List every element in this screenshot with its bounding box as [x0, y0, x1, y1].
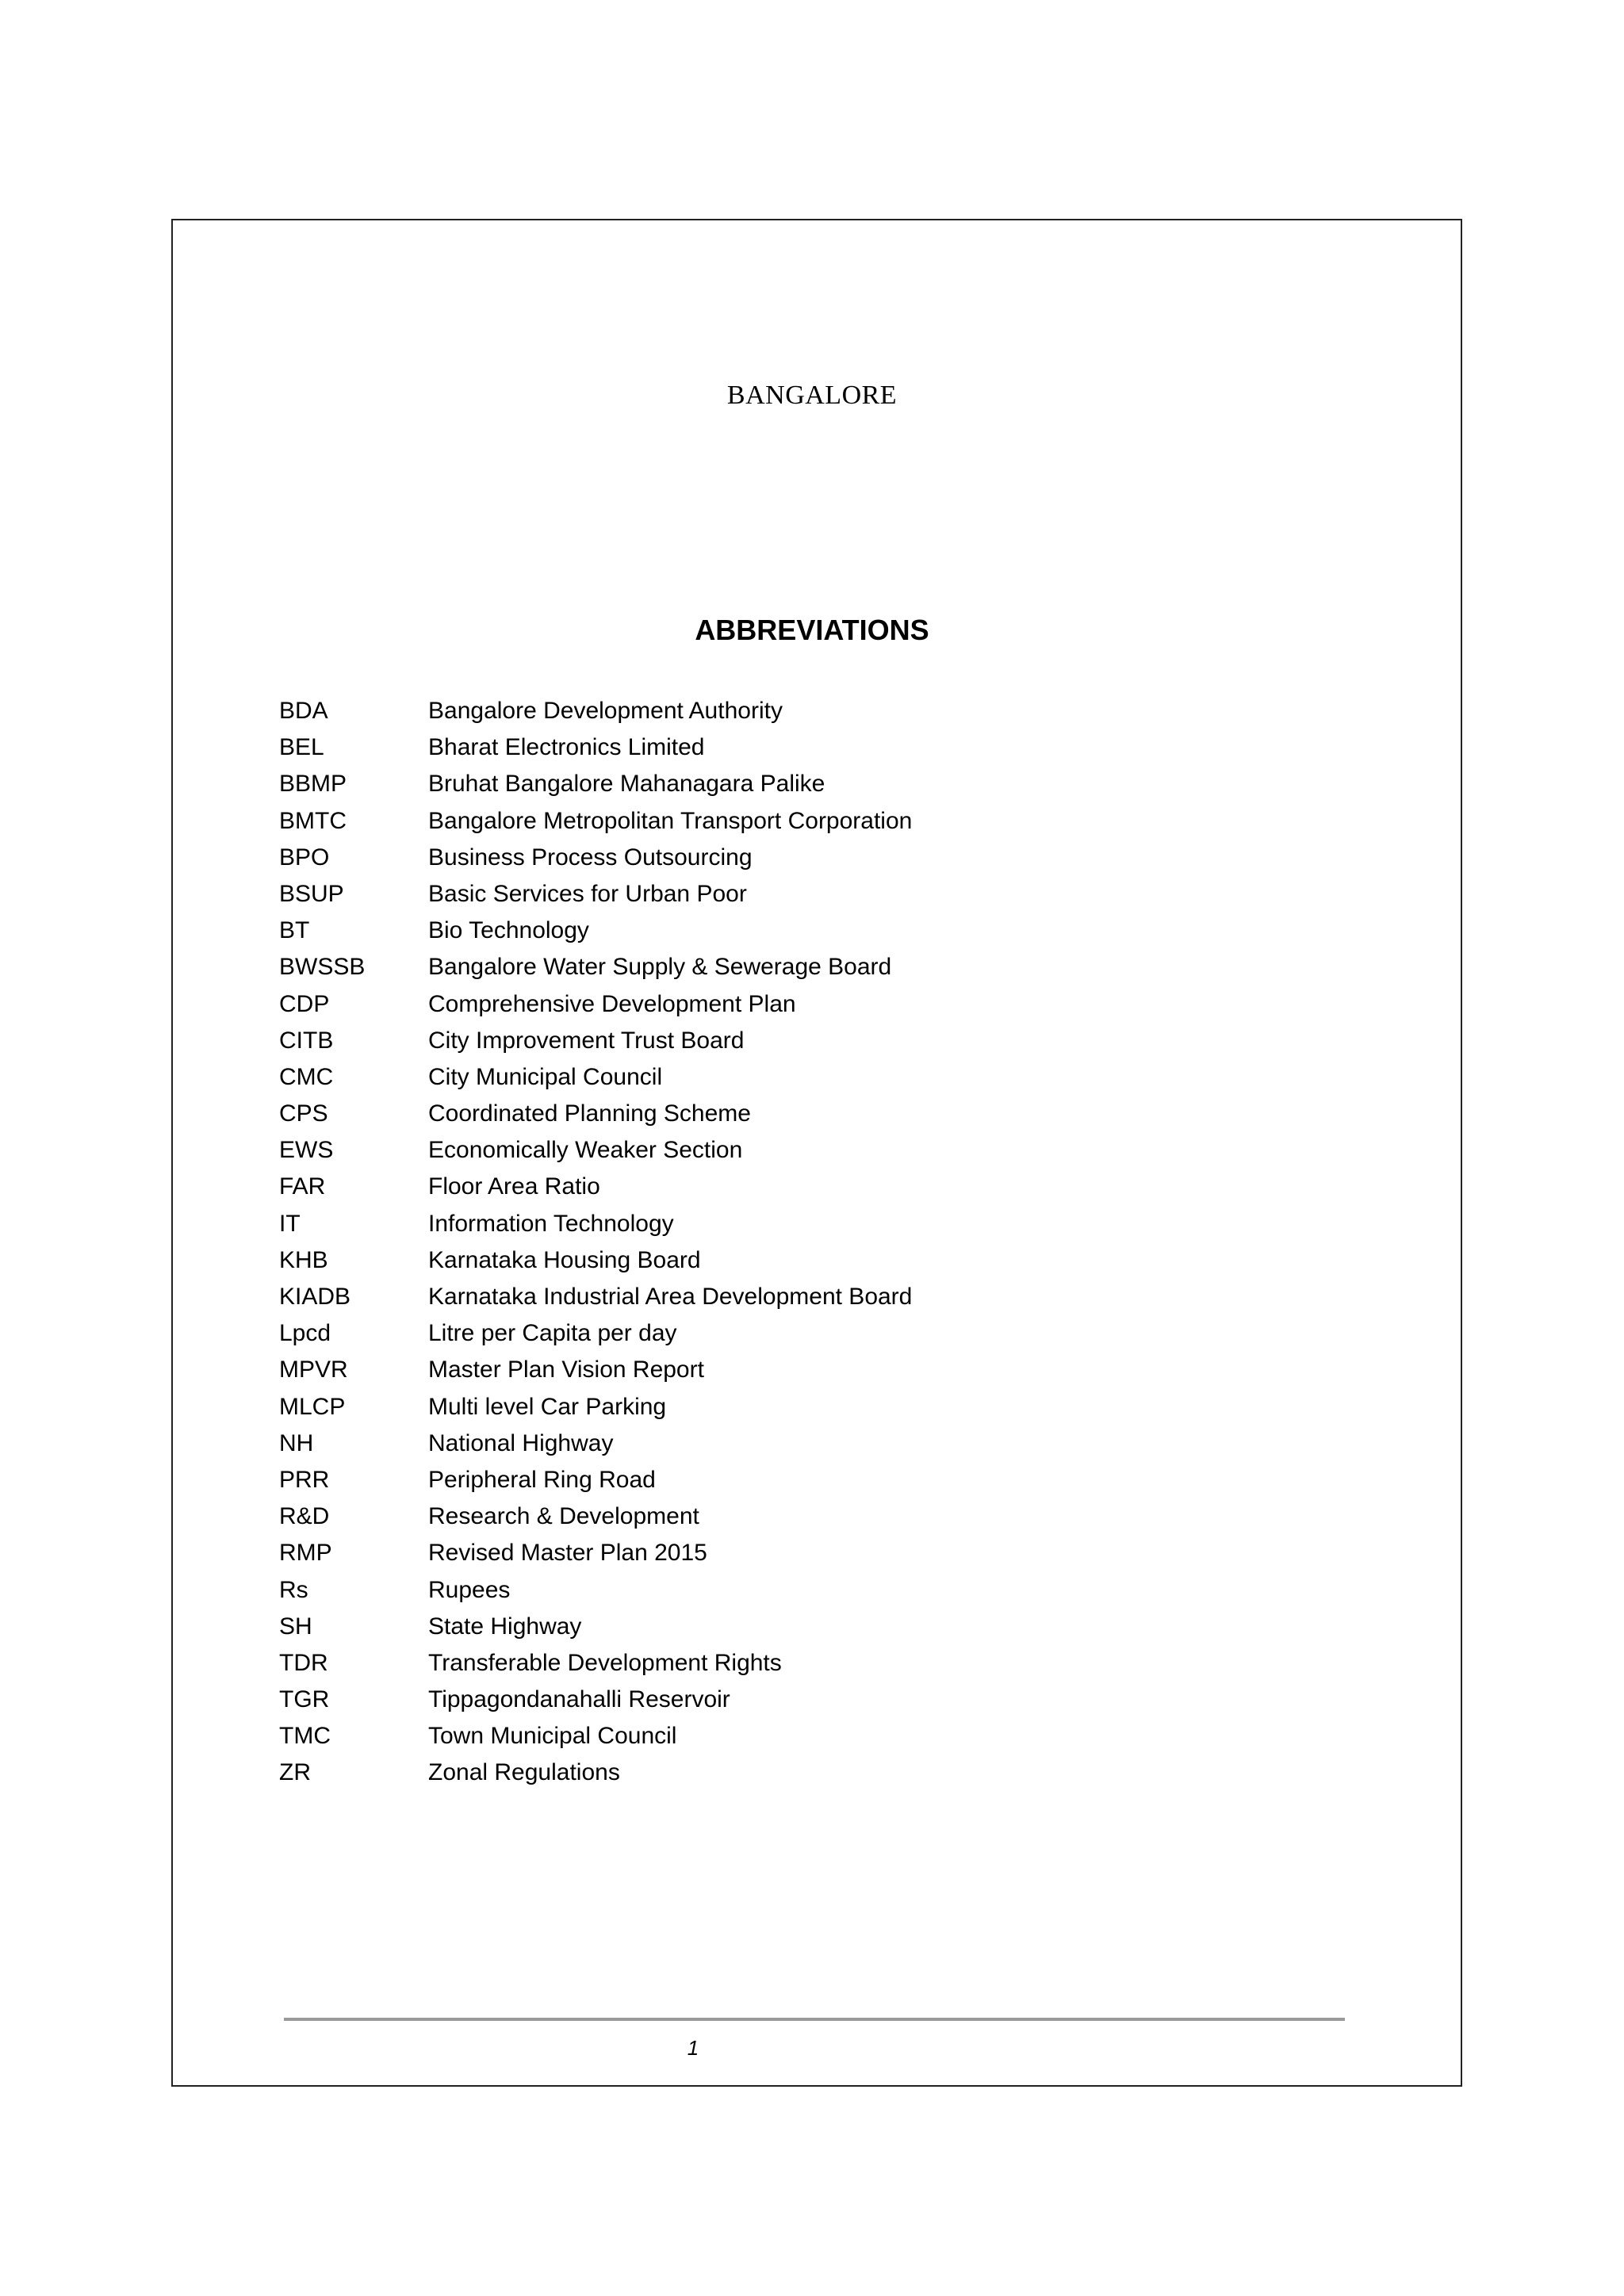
abbreviation-description: Business Process Outsourcing — [428, 844, 753, 871]
abbreviation-code: PRR — [279, 1466, 330, 1493]
abbreviation-description: Transferable Development Rights — [428, 1649, 782, 1676]
abbreviation-row — [279, 729, 912, 766]
abbreviation-row — [279, 1498, 912, 1535]
abbreviation-row — [279, 1059, 912, 1096]
abbreviation-row — [279, 1132, 912, 1169]
abbreviation-description: Information Technology — [428, 1210, 674, 1237]
abbreviation-code: BWSSB — [279, 954, 366, 981]
abbreviation-row — [279, 1572, 912, 1609]
footer-divider — [284, 2018, 1345, 2021]
abbreviation-description: Comprehensive Development Plan — [428, 990, 796, 1017]
abbreviation-description: Tippagondanahalli Reservoir — [428, 1686, 730, 1713]
abbreviation-code: KIADB — [279, 1284, 351, 1310]
abbreviation-code: BDA — [279, 698, 328, 724]
abbreviation-row — [279, 1206, 912, 1242]
abbreviation-row — [279, 1023, 912, 1059]
abbreviation-description: City Municipal Council — [428, 1063, 663, 1090]
abbreviation-row — [279, 1462, 912, 1498]
abbreviation-code: FAR — [279, 1173, 326, 1200]
abbreviation-row — [279, 840, 912, 876]
abbreviation-code: EWS — [279, 1137, 334, 1164]
abbreviation-description: Bruhat Bangalore Mahanagara Palike — [428, 771, 825, 798]
abbreviation-row — [279, 1096, 912, 1132]
abbreviation-description: Floor Area Ratio — [428, 1173, 600, 1200]
abbreviation-row — [279, 693, 912, 729]
page-number: 1 — [687, 2036, 699, 2060]
abbreviation-description: Bangalore Water Supply & Sewerage Board — [428, 954, 892, 981]
abbreviation-code: MLCP — [279, 1393, 346, 1420]
abbreviation-row — [279, 1755, 912, 1791]
abbreviation-code: ZR — [279, 1759, 311, 1786]
abbreviation-description: Multi level Car Parking — [428, 1393, 667, 1420]
abbreviation-code: MPVR — [279, 1357, 348, 1383]
abbreviation-description: Bangalore Metropolitan Transport Corporation — [428, 807, 913, 834]
abbreviation-code: TMC — [279, 1723, 331, 1750]
abbreviation-description: Bharat Electronics Limited — [428, 734, 705, 761]
abbreviation-description: Litre per Capita per day — [428, 1320, 677, 1347]
abbreviation-row — [279, 1718, 912, 1755]
abbreviation-row — [279, 1609, 912, 1645]
abbreviation-row — [279, 803, 912, 840]
abbreviation-description: City Improvement Trust Board — [428, 1027, 745, 1054]
abbreviation-row — [279, 1389, 912, 1425]
abbreviation-code: NH — [279, 1429, 314, 1456]
abbreviation-code: BPO — [279, 844, 330, 871]
abbreviation-code: Rs — [279, 1576, 308, 1603]
abbreviation-list — [279, 693, 912, 1792]
abbreviation-description: Research & Development — [428, 1503, 699, 1530]
abbreviation-description: National Highway — [428, 1429, 614, 1456]
abbreviation-description: State Highway — [428, 1613, 582, 1640]
abbreviation-row — [279, 986, 912, 1023]
abbreviation-row — [279, 949, 912, 985]
abbreviation-description: Master Plan Vision Report — [428, 1357, 704, 1383]
abbreviation-description: Basic Services for Urban Poor — [428, 880, 747, 907]
abbreviation-row — [279, 1425, 912, 1462]
abbreviation-code: BBMP — [279, 771, 347, 798]
abbreviation-description: Economically Weaker Section — [428, 1137, 743, 1164]
abbreviation-description: Revised Master Plan 2015 — [428, 1540, 707, 1567]
abbreviation-description: Bangalore Development Authority — [428, 698, 783, 724]
abbreviation-code: BSUP — [279, 880, 344, 907]
abbreviation-code: BMTC — [279, 807, 347, 834]
abbreviation-row — [279, 876, 912, 913]
abbreviation-code: KHB — [279, 1246, 328, 1273]
abbreviation-description: Peripheral Ring Road — [428, 1466, 656, 1493]
abbreviation-row — [279, 1279, 912, 1315]
city-title: BANGALORE — [726, 381, 898, 410]
abbreviation-code: CPS — [279, 1100, 328, 1127]
abbreviation-description: Bio Technology — [428, 917, 589, 944]
abbreviation-code: BT — [279, 917, 310, 944]
abbreviation-row — [279, 1645, 912, 1682]
abbreviation-description: Zonal Regulations — [428, 1759, 620, 1786]
section-title: ABBREVIATIONS — [695, 614, 929, 646]
abbreviation-code: SH — [279, 1613, 312, 1640]
abbreviation-row — [279, 1242, 912, 1279]
abbreviation-row — [279, 766, 912, 802]
abbreviation-code: RMP — [279, 1540, 332, 1567]
abbreviation-description: Rupees — [428, 1576, 511, 1603]
abbreviation-code: CDP — [279, 990, 330, 1017]
abbreviation-row — [279, 1682, 912, 1718]
abbreviation-row — [279, 1352, 912, 1388]
abbreviation-description: Town Municipal Council — [428, 1723, 677, 1750]
abbreviation-description: Karnataka Industrial Area Development Board — [428, 1284, 913, 1310]
abbreviation-row — [279, 913, 912, 949]
abbreviation-row — [279, 1535, 912, 1571]
abbreviation-code: IT — [279, 1210, 301, 1237]
abbreviation-row — [279, 1315, 912, 1352]
abbreviation-code: CITB — [279, 1027, 334, 1054]
abbreviation-code: Lpcd — [279, 1320, 331, 1347]
abbreviation-code: TDR — [279, 1649, 328, 1676]
abbreviation-code: BEL — [279, 734, 324, 761]
abbreviation-description: Coordinated Planning Scheme — [428, 1100, 751, 1127]
abbreviation-description: Karnataka Housing Board — [428, 1246, 701, 1273]
abbreviation-row — [279, 1169, 912, 1205]
abbreviation-code: CMC — [279, 1063, 334, 1090]
abbreviation-code: R&D — [279, 1503, 330, 1530]
abbreviation-code: TGR — [279, 1686, 330, 1713]
